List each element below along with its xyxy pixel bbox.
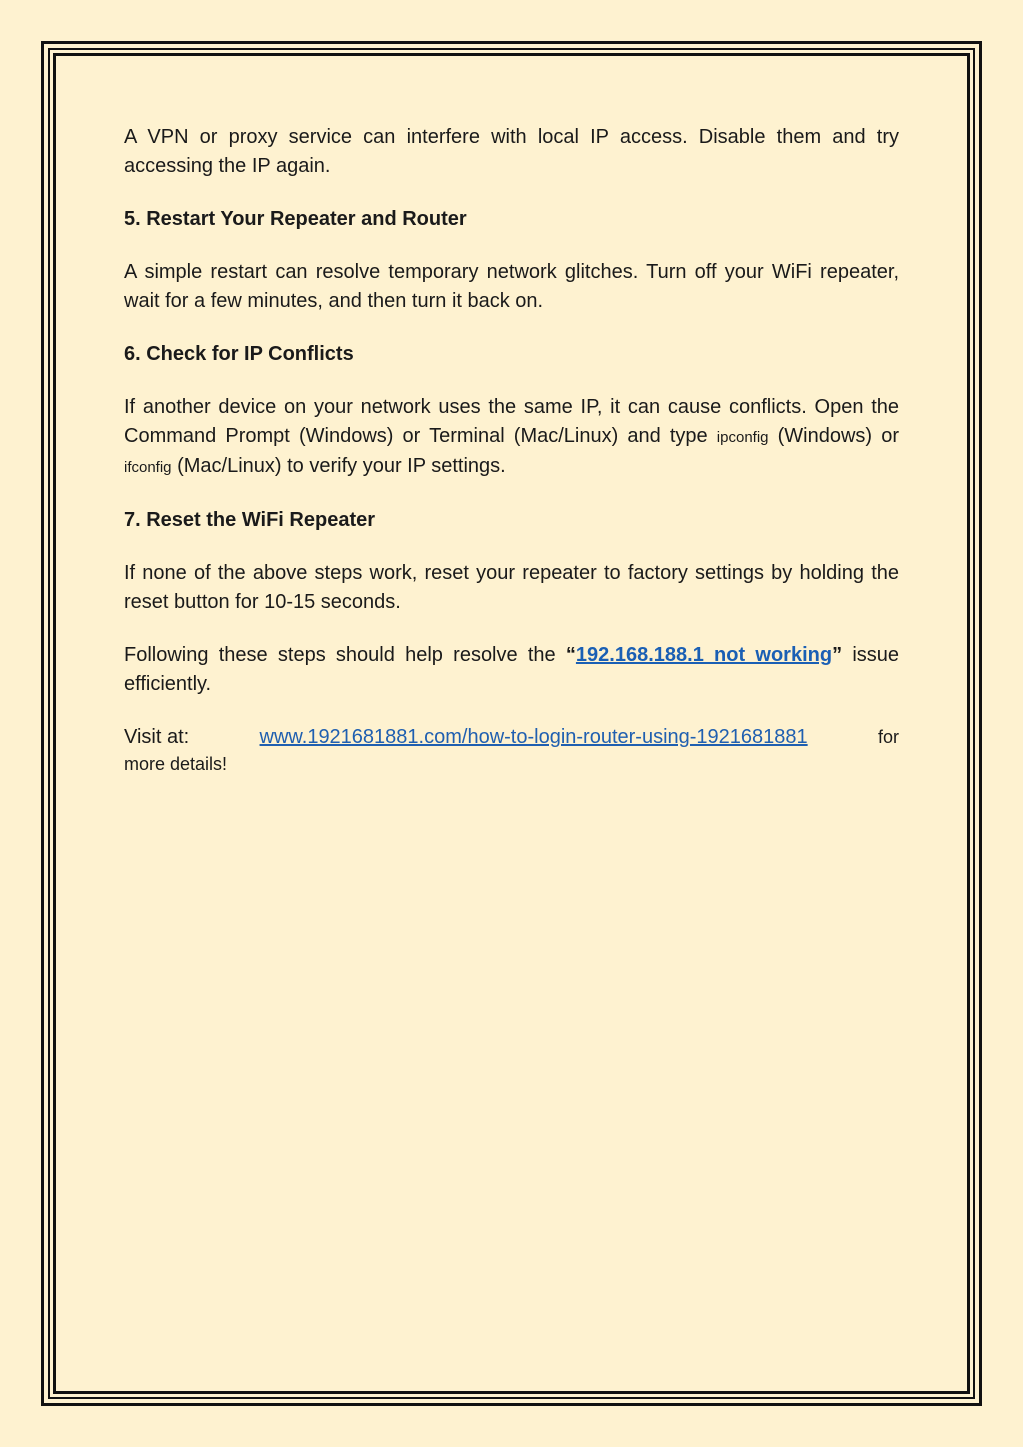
quote-close: ” bbox=[832, 644, 843, 666]
conflict-text-3: (Mac/Linux) to verify your IP settings. bbox=[171, 455, 506, 477]
not-working-link[interactable]: 192.168.188.1 not working bbox=[575, 644, 833, 666]
conflict-text-2: (Windows) or bbox=[768, 425, 899, 447]
visit-label: Visit at: bbox=[124, 726, 190, 748]
conflict-paragraph bbox=[124, 393, 899, 482]
reset-paragraph: If none of the above steps work, reset your repeater to factory settings by holding the reset button for 10-15 seconds. bbox=[124, 562, 899, 613]
following-text-1: Following these steps should help resolve the bbox=[124, 644, 566, 666]
vpn-paragraph: A VPN or proxy service can interfere with local IP access. Disable them and try accessing the IP again. bbox=[124, 126, 899, 177]
conflict-text-1: If another device on your network uses the same IP, it can cause conflicts. Open the Command Prompt (Windows) or Terminal (Mac/Linux) and type bbox=[124, 396, 899, 447]
restart-paragraph: A simple restart can resolve temporary network glitches. Turn off your WiFi repeater, wait for a few minutes, and then turn it back on. bbox=[124, 261, 899, 312]
visit-tail: more details! bbox=[124, 754, 228, 774]
conflict-heading: 6. Check for IP Conflicts bbox=[124, 343, 354, 365]
visit-for: for bbox=[877, 727, 899, 747]
restart-heading: 5. Restart Your Repeater and Router bbox=[124, 208, 467, 230]
ifconfig-command: ifconfig bbox=[124, 459, 172, 476]
following-text-2: issue efficiently. bbox=[124, 644, 900, 695]
following-paragraph bbox=[124, 641, 899, 699]
visit-line bbox=[124, 723, 899, 752]
document-body bbox=[124, 123, 899, 776]
ipconfig-command: ipconfig bbox=[716, 429, 769, 446]
router-login-link[interactable]: www.1921681881.com/how-to-login-router-using-1921681881 bbox=[259, 726, 808, 748]
quote-open: “ bbox=[565, 644, 576, 666]
reset-heading: 7. Reset the WiFi Repeater bbox=[124, 509, 376, 531]
